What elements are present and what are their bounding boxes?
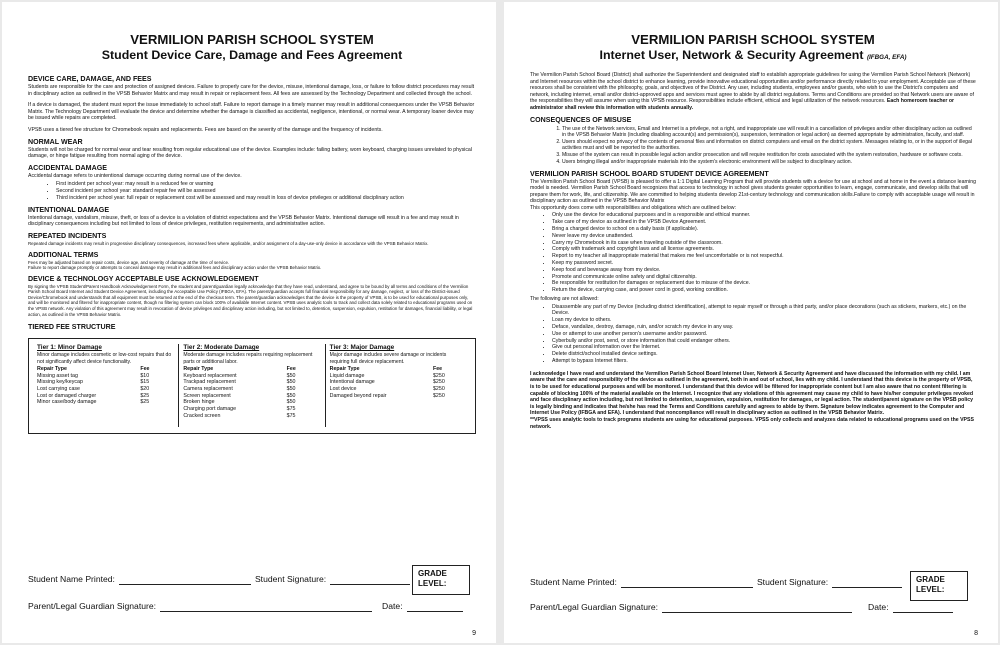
paragraph: Failure to report damage promptly or attempts to conceal damage may result in additional fees and disciplinary action under the VPSB Behavior Matrix.: [28, 265, 322, 271]
grade-label: GRADE: [418, 569, 447, 578]
page-right-content: [530, 32, 976, 432]
parent-signature-field[interactable]: [160, 603, 372, 612]
section-heading: VERMILION PARISH SCHOOL BOARD STUDENT DEVICE AGREEMENT: [530, 169, 769, 178]
tier-3: [326, 344, 471, 427]
paragraph: The Vermilion Parish School Board (District) shall authorize the Superintendent and designated staff to establish appropriate guidelines for using the Vermilion Parish School Network (Network) and Internet resources within the school district to enhance learning, provide innovative educational opportunities and/or performance directly related to your employment. Acceptable use of these resources shall be consistent with the philosophy, goals, and objectives of the District. Any user, including students, employees and/or guests, who wish to use the District's computers and network, including internet, email and/or district-approved apps and services must agree to abide by all district regulations. Terms and Conditions are provided so that Network users are aware of the responsibilities they will assume when using this VPSB resource. Responsibilities include efficient, ethical and legal utilization of the network resources. Each homeroom teacher or administrator shall review this information with students annually.: [530, 72, 976, 111]
student-signature-field[interactable]: [832, 579, 902, 588]
page-title: Student Device Care, Damage and Fees Agreement: [101, 48, 403, 62]
section-heading: CONSEQUENCES OF MISUSE: [530, 115, 632, 124]
student-signature-label: Student Signature:: [756, 577, 829, 587]
fee-header-row: Repair Type Fee: [183, 365, 296, 372]
fee-row: Liquid damage $250: [329, 372, 445, 379]
tier-title: Tier 2: Moderate Damage: [183, 344, 260, 352]
tier-title: Tier 1: Minor Damage: [37, 344, 102, 352]
allowed-list: [552, 212, 976, 294]
student-name-label: Student Name Printed:: [530, 577, 617, 587]
list-item: • First incident per school year: may result in a reduced fee or warning: [56, 181, 476, 188]
page-number: 9: [472, 630, 476, 637]
section-heading: NORMAL WEAR: [28, 137, 83, 146]
page-left-content: [28, 32, 476, 434]
list-item: • Use or attempt to use another person's username and/or password.: [552, 331, 976, 338]
fee-row: Screen replacement $50: [183, 392, 296, 399]
fee-row: Lost or damaged charger $25: [37, 392, 150, 399]
level-label: LEVEL:: [418, 578, 447, 588]
signature-block: [28, 574, 476, 612]
fee-row: Lost device $250: [329, 385, 445, 392]
paragraph: Students are responsible for the care and protection of assigned devices. Failure to properly care for the device, misuse, intentional damage, loss, or failure to follow district procedures may result in disciplinary action as outlined in the VPSB Behavior Matrix and may result in repair or replacement fees. All fees are assessed by the Technology Department and collected through the school.: [28, 84, 475, 97]
list-item: 3. Misuse of the system can result in possible legal action and/or prosecution and will require restitution for costs associated with the system restoration, hardware or software costs.: [562, 152, 976, 158]
list-item: • Keep my password secret.: [552, 260, 976, 267]
student-signature-label: Student Signature:: [254, 574, 327, 584]
paragraph: The Vermilion Parish School Board (VPSB) is pleased to offer a 1:1 Digital Learning Program that will provide students with a device for use at school and at home in the event a distance learning model is needed. Vermilion Parish School Board recognizes that access to technology in school gives students greater opportunities to learn, engage, communicate, and develop skills that will prepare them for work, life, and citizenship. We are committed to helping students develop 21st-century technology and communication skills.Failure to comply with acceptable usage will result in disciplinary action as outlined in the VPSB Behavior Matrix: [530, 178, 976, 205]
paragraph: VPSB uses a tiered fee structure for Chromebook repairs and replacements. Fees are based on the severity of the damage and the frequency of incidents.: [28, 126, 383, 133]
signature-row: [28, 574, 476, 585]
grade-label: GRADE: [916, 575, 945, 584]
fee-row: Missing asset tag $10: [37, 372, 150, 379]
list-item: • Return the device, carrying case, and power cord in good, working condition.: [552, 287, 976, 294]
tier-description: Moderate damage includes repairs requiring replacement parts or additional labor.: [183, 352, 313, 365]
tier-description: Major damage includes severe damage or incidents requiring full device replacement.: [329, 352, 447, 365]
fee-header-row: Repair Type Fee: [37, 365, 150, 372]
fee-row: Broken hinge $50: [183, 399, 296, 406]
fee-row: Damaged beyond repair $250: [329, 392, 445, 399]
fee-row: Charging port damage $75: [183, 406, 296, 413]
policy-code: (IFBGA, EFA): [866, 54, 907, 61]
level-label: LEVEL:: [916, 584, 945, 594]
date-label: Date:: [382, 601, 403, 611]
list-item: • Carry my Chromebook in its case when traveling outside of the classroom.: [552, 240, 976, 247]
list-item: • Loan my device to others.: [552, 317, 976, 324]
date-label: Date:: [868, 602, 889, 612]
paragraph: Fees may be adjusted based on repair costs, device age, and severity of damage at the time of service.: [28, 259, 230, 265]
misuse-list: [562, 126, 976, 166]
list-item: • Promote and communicate online safety and digital citizenship.: [552, 274, 976, 281]
list-item: • Attempt to bypass Internet filters.: [552, 358, 976, 365]
paragraph: Students will not be charged for normal wear and tear resulting from regular educational use of the device. Examples include: failing battery, worn keyboard, charging issues unrelated to physical damage, or hinge fatigue resulting from normal aging of the device.: [28, 146, 472, 160]
tier-2: [179, 344, 325, 427]
fee-header-row: Repair Type Fee: [329, 365, 443, 372]
signature-row: [28, 601, 476, 612]
fee-row: Minor case/body damage $25: [37, 399, 150, 406]
list-item: • Never leave my device unattended.: [552, 233, 976, 240]
paragraph: By signing the VPSB Student/Parent Handbook Acknowledgement Form, the student and parent/guardian legally acknowledge that they have read, understand, and agree to be bound by all terms and conditions of the Vermilion Parish School Board Internet and Student Device Agreement, including the Acceptable Use Policy (IFBGA, EFA). The parent/guardian accepts full financial responsibility for any damage, neglect, or loss of the District-issued Device/Chromebook and understands that all equipment must be returned at the end of the checkout term. The parent/guardian acknowledges that the device is the property of VPSB, is to be used for educational purposes only, and will be monitored and filtered for inappropriate content, though no filtering system can block 100% of available Internet content. VPSB uses analytic tools to track and collect data solely related to educational programs used on the VPSB network. Any violation of this agreement may result in revocation of device privileges and disciplinary action including, but not limited to, detention, suspension, expulsion, restitution for damages, financial liability, or legal action, as outlined in the VPSB Behavior Matrix.: [28, 283, 473, 317]
paragraph: Accidental damage refers to unintentional damage occurring during normal use of the device.: [28, 172, 242, 179]
section-heading: DEVICE CARE, DAMAGE, AND FEES: [28, 75, 152, 83]
section-heading: ACCIDENTAL DAMAGE: [28, 163, 107, 172]
list-item: • Keep food and beverage away from my device.: [552, 267, 976, 274]
date-field[interactable]: [893, 604, 953, 613]
list-item: • Give out personal information over the Internet.: [552, 344, 976, 351]
paragraph: Intentional damage, vandalism, misuse, theft, or loss of a device is a violation of district expectations and the VPSB Behavior Matrix. Intentional damage will result in a fee and may result in disciplinary consequences including but not limited to loss of device privileges, restitution requirements, and administrative action.: [28, 214, 459, 228]
fee-row: Cracked screen $75: [183, 412, 296, 419]
list-item: • Second incident per school year: standard repair fee will be assessed: [56, 188, 476, 195]
list-item: • Take care of my device as outlined in the VPSB Device Agreement.: [552, 219, 976, 226]
org-name: VERMILION PARISH SCHOOL SYSTEM: [130, 32, 374, 47]
date-field[interactable]: [407, 603, 463, 612]
title-text: Internet User, Network & Security Agreement: [599, 48, 864, 62]
paragraph: This opportunity does come with responsibilities and obligations which are outlined below:: [530, 204, 736, 211]
list-item: • Be responsible for restitution for damages or replacement due to misuse of the device.: [552, 280, 976, 287]
section-heading: INTENTIONAL DAMAGE: [28, 205, 110, 214]
paragraph: Repeated damage incidents may result in progressive disciplinary consequences, increased fees where applicable, and/or assignment of a day-use-only device in accordance with the VPSB Behavior Matrix.: [28, 240, 429, 246]
list-item: • Deface, vandalize, destroy, damage, ruin, and/or scratch my device in any way.: [552, 324, 976, 331]
fee-row: Lost carrying case $20: [37, 385, 150, 392]
fee-row: Missing key/keycap $15: [37, 379, 150, 386]
fee-row: Camera replacement $50: [183, 385, 296, 392]
tier-title: Tier 3: Major Damage: [329, 344, 395, 352]
paragraph: The following are not allowed:: [530, 296, 599, 303]
grade-level-box[interactable]: [412, 565, 470, 595]
parent-signature-label: Parent/Legal Guardian Signature:: [28, 601, 157, 611]
org-name: VERMILION PARISH SCHOOL SYSTEM: [631, 32, 875, 47]
list-item: • Disassemble any part of my Device (including district identification), attempt to repair myself or through a third party, and/or place decorations (such as stickers, markers, etc.) on the Device.: [552, 304, 976, 318]
page-title: [530, 47, 976, 66]
list-item: • Delete district/school installed device settings.: [552, 351, 976, 358]
parent-signature-field[interactable]: [662, 604, 852, 613]
accidental-list: [56, 181, 476, 201]
list-item: • Report to my teacher all inappropriate material that makes me feel uncomfortable or is not respectful.: [552, 253, 976, 260]
fee-table: [28, 338, 476, 434]
page-number: 8: [974, 630, 978, 637]
fee-row: Intentional damage $250: [329, 379, 445, 386]
list-item: 4. Users bringing illegal and/or inappropriate materials into the system's electronic environment will be subject to disciplinary action.: [562, 159, 976, 165]
section-heading: ADDITIONAL TERMS: [28, 250, 99, 259]
student-name-label: Student Name Printed:: [28, 574, 115, 584]
acknowledgement-text: I acknowledge I have read and understand the Vermilion Parish School Board Internet User, Network & Security Agreement and have discussed the information with my child. I am aware that the care and responsibility of the device as outlined in the agreement, both in and out of school, lies with my child. I understand that this device is the property of VPSB, is to be used for educational purposes and will be monitored. I understand that this device will be filtered for inappropriate content but I am also aware that no content filtering is capable of blocking 100% of the material available on the Internet. I recognize that any violations of this agreement may cause my child to have his/her computer privileges revoked and face disciplinary action including, but not limited to detention, suspension, expulsion, restitution for damages, or legal action. The student/parent signature on the VPSB policy is legally binding and indicates that he/she has read the Terms and Conditions carefully and agrees to abide by them. Signature below indicates agreement to the Computer and Internet Use Policy (IFBGA and EFA). I understand that noncompliance will result in disciplinary action as outlined in the VPSB Behavior Matrix.: [530, 370, 974, 417]
fee-row: Trackpad replacement $50: [183, 379, 296, 386]
not-allowed-list: [552, 304, 976, 365]
tier-description: Minor damage includes cosmetic or low-cost repairs that do not significantly affect device functionality.: [37, 352, 172, 365]
list-item: 2. Users should expect no privacy of the contents of personal files and information on district computers and email on the district system. Messages relating to, or in the support of illegal activities must and will be reported to the authorities.: [562, 139, 976, 152]
list-item: • Only use the device for educational purposes and in a responsible and ethical manner.: [552, 212, 976, 219]
page-right: [504, 2, 998, 643]
list-item: • Bring a charged device to school on a daily basis (if applicable).: [552, 226, 976, 233]
list-item: 1. The use of the Network services, Email and Internet is a privilege, not a right, and inappropriate use will result in a cancellation of privileges and/or other disciplinary action as outlined in the VPSB Behavior Matrix (including disabling account(s) and permission(s), suspension, termination or legal action) as deemed appropriate by administration, faculty, and staff.: [562, 126, 976, 139]
fee-row: Keyboard replacement $50: [183, 372, 296, 379]
page-left: [2, 2, 496, 643]
parent-signature-label: Parent/Legal Guardian Signature:: [530, 602, 659, 612]
analytics-note: **VPSS uses analytic tools to track programs students are using for educational purposes. VPSS only collects and analyzes data related to educational programs used on the VPSS network.: [530, 416, 974, 430]
signature-row: [530, 602, 978, 613]
grade-level-box[interactable]: [910, 571, 968, 601]
paragraph: If a device is damaged, the student must report the issue immediately to school staff. Failure to report damage in a timely manner may result in additional consequences under the VPSB Behavior Matrix. The Technology Department will evaluate the device and determine whether the damage is classified as accidental, negligence, intentional, or normal wear. A temporary loaner device may be issued while repairs are completed.: [28, 102, 475, 122]
list-item: • Cyberbully and/or post, send, or store information that could endanger others.: [552, 338, 976, 345]
section-heading: DEVICE & TECHNOLOGY ACCEPTABLE USE ACKNOWLEDGEMENT: [28, 274, 259, 283]
student-name-field[interactable]: [119, 576, 251, 585]
section-heading: TIERED FEE STRUCTURE: [28, 323, 116, 332]
list-item: • Third incident per school year: full repair or replacement cost will be assessed and may result in loss of device privileges or additional disciplinary action: [56, 195, 476, 202]
student-name-field[interactable]: [621, 579, 753, 588]
section-heading: REPEATED INCIDENTS: [28, 231, 107, 240]
tier-1: [33, 344, 179, 427]
student-signature-field[interactable]: [330, 576, 410, 585]
list-item: • Comply with trademark and copyright laws and all license agreements.: [552, 246, 976, 253]
